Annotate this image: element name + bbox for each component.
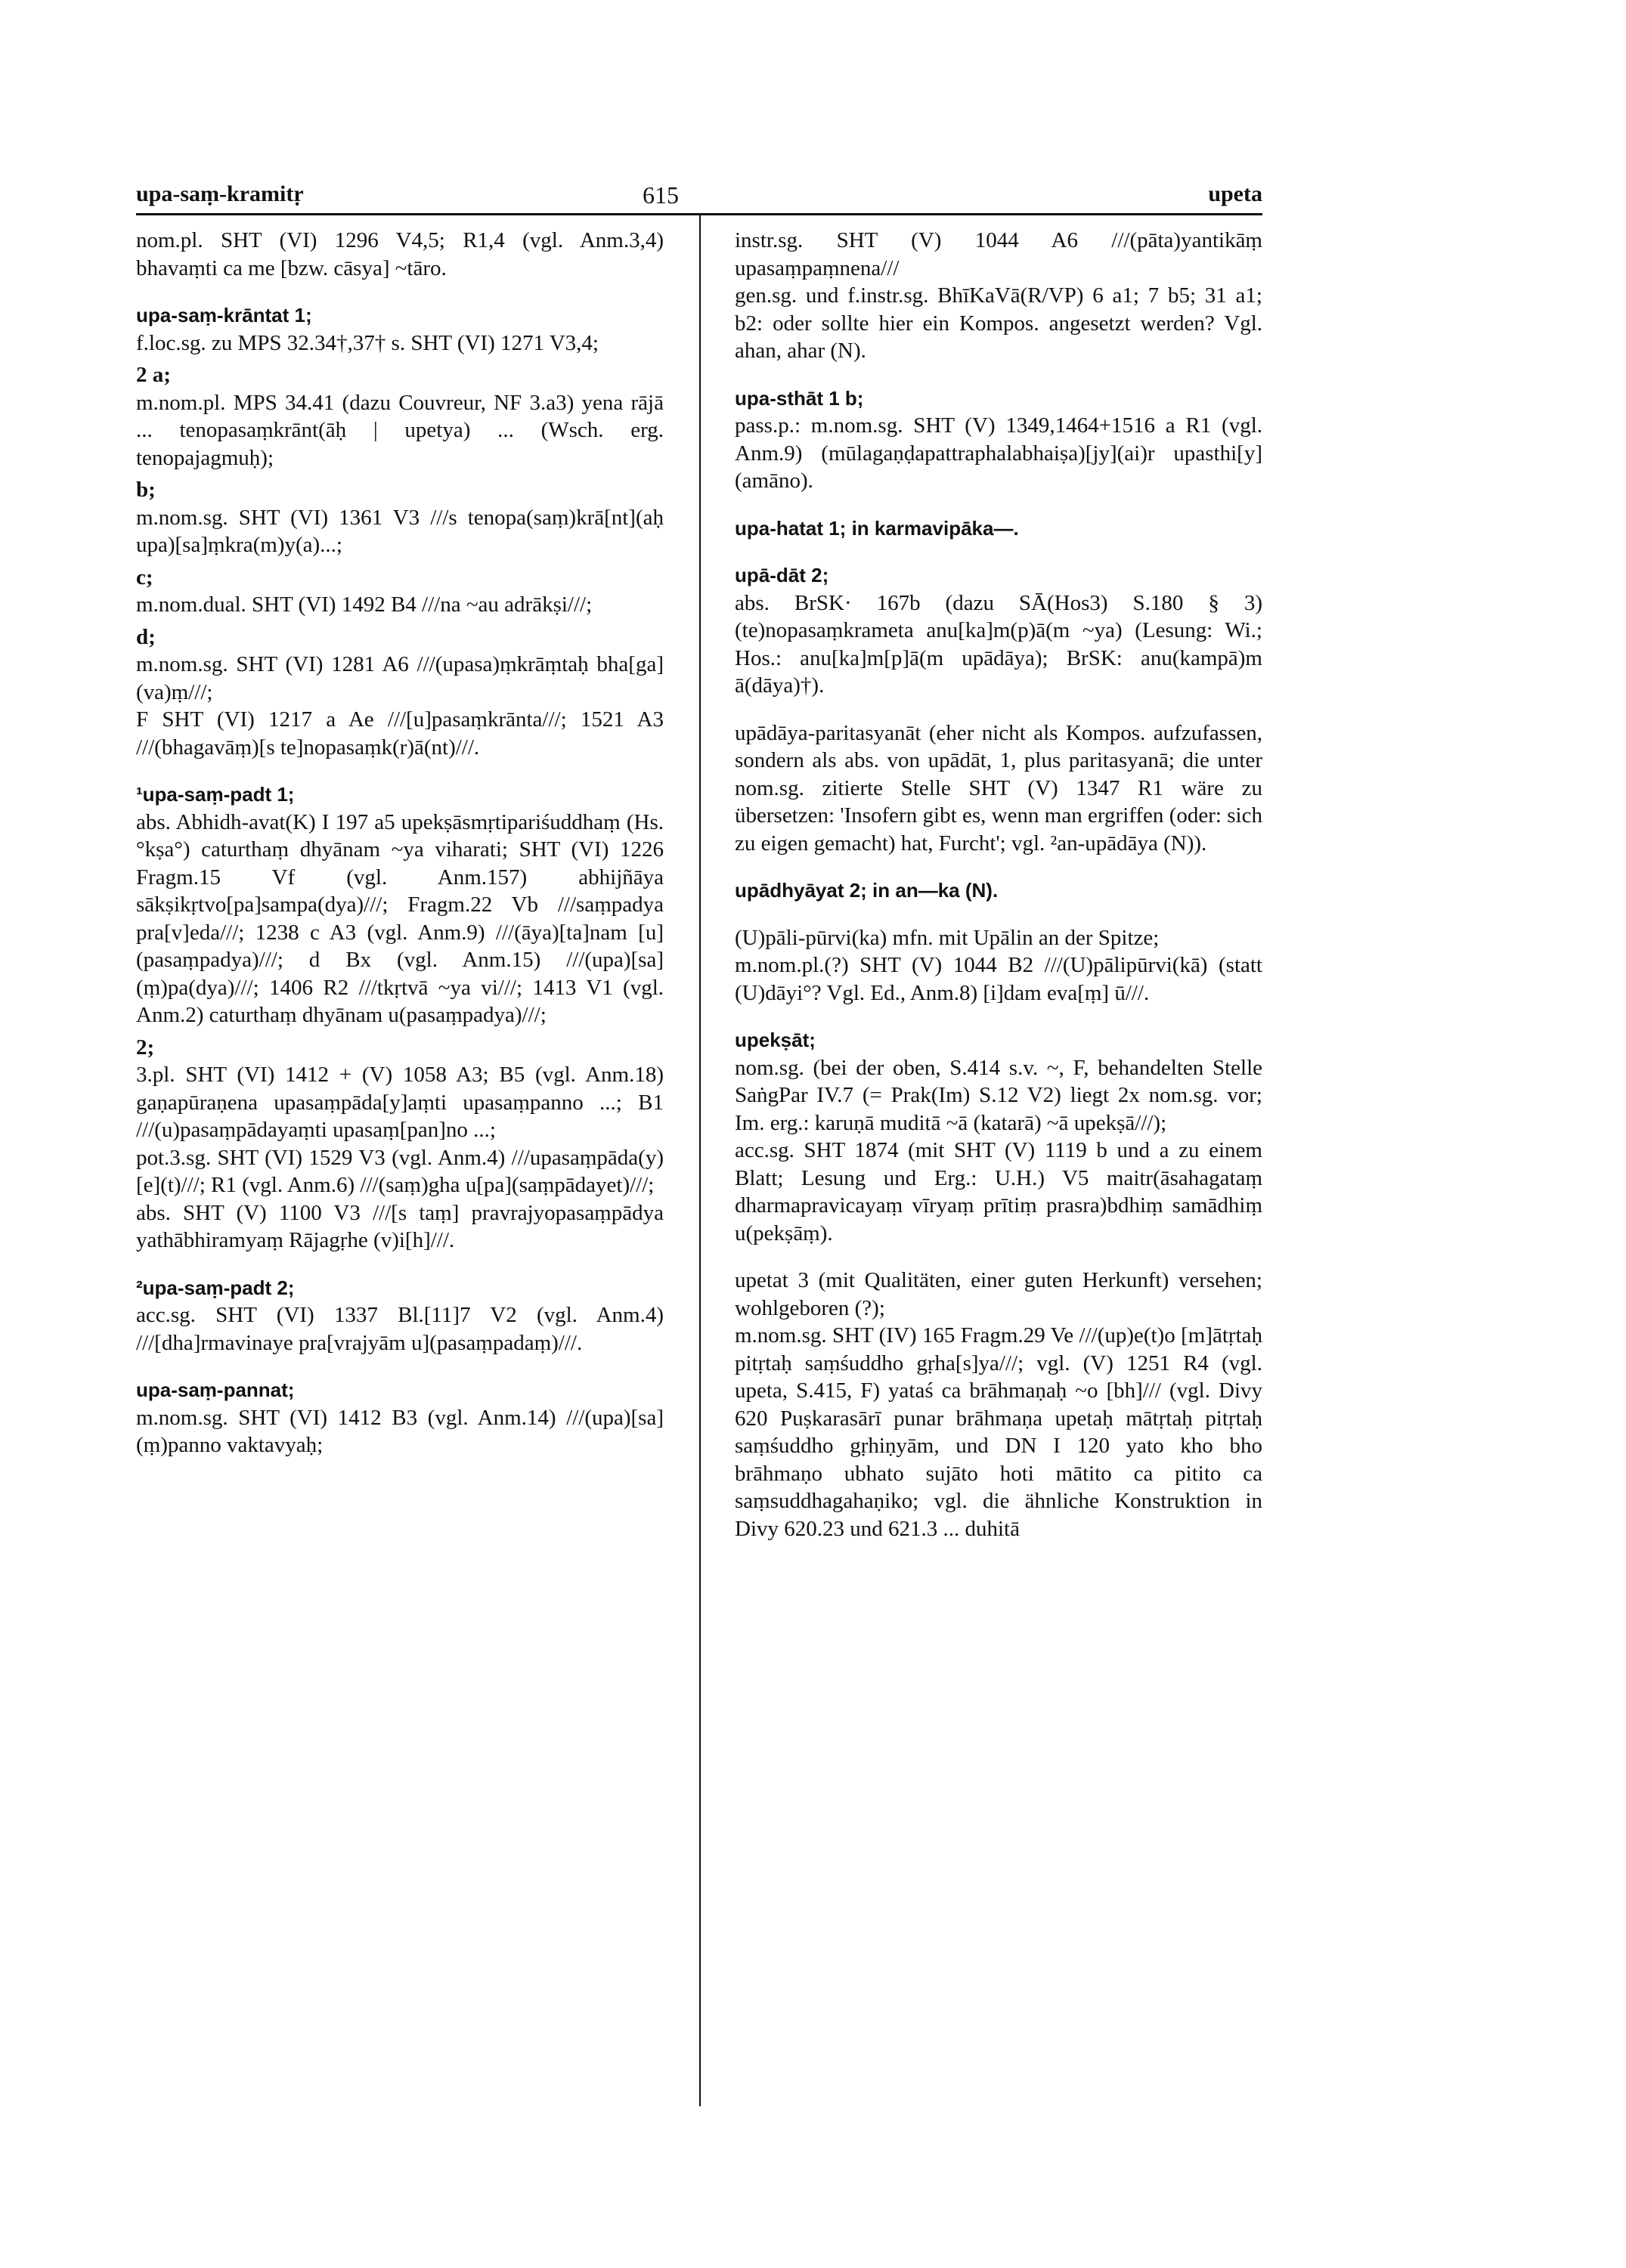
- entry-text: m.nom.pl.(?) SHT (V) 1044 B2 ///(U)pālipūrvi(kā) (statt (U)dāyi°? Vgl. Ed., Anm.8) [i]dam eva[ṃ] ū///.: [735, 953, 1262, 1005]
- entry-headword: upā-dāt 2;: [735, 564, 829, 586]
- entry-text: abs. BrSK· 167b (dazu SĀ(Hos3) S.180 § 3) (te)nopasaṃkrameta anu[ka]m(p)ā(m ~ya) (Lesung: Wi.; Hos.: anu[ka]m[p]ā(m upādāya); BrSK: anu(kampā)m ā(dāya)†).: [735, 590, 1262, 698]
- entry-text: f.loc.sg. zu MPS 32.34†,37† s. SHT (VI) 1271 V3,4;: [136, 330, 599, 355]
- sense-marker: b;: [136, 478, 156, 502]
- entry-text: upādāya-paritasyanāt (eher nicht als Kompos. aufzufassen, sondern als abs. von upādāt, 1, plus paritasyanā; die unter nom.sg. zitierte Stelle SHT (V) 1347 R1 wäre zu übersetzen: 'Insofern gibt es, wenn man ergriffen (oder: sich zu eigen gemacht) hat, Furcht'; vgl. ²an-upādāya (N)).: [735, 720, 1262, 856]
- entry-headword: ¹upa-saṃ-padt 1;: [136, 783, 295, 806]
- entry-text: upetat 3 (mit Qualitäten, einer guten Herkunft) versehen; wohlgeboren (?);: [735, 1268, 1262, 1320]
- entry-text: m.nom.sg. SHT (VI) 1281 A6 ///(upasa)ṃkrāṃtaḥ bha[ga](va)ṃ///;: [136, 652, 664, 704]
- entry-headword: upa-hatat 1; in karmavipāka—.: [735, 516, 1019, 540]
- entry-text: pass.p.: m.nom.sg. SHT (V) 1349,1464+1516 a R1 (vgl. Anm.9) (mūlagaṇḍapattraphalabhaiṣa)[jy](ai)r upasthi[y](amāno).: [735, 413, 1262, 493]
- entry-text: m.nom.sg. SHT (VI) 1361 V3 ///s tenopa(saṃ)krā[nt](aḥ upa)[sa]ṃkra(m)y(a)...;: [136, 505, 664, 557]
- left-column: [136, 227, 664, 1459]
- column-divider: [699, 213, 701, 2106]
- sense-marker: c;: [136, 565, 153, 589]
- entry-text: abs. Abhidh-avat(K) I 197 a5 upekṣāsmṛtipariśuddhaṃ (Hs. °kṣa°) caturthaṃ dhyānam ~ya viharati; SHT (VI) 1226 Fragm.15 Vf (vgl. Anm.157) abhijñāya sākṣikṛtvo[pa]sampa(dya)///; Fragm.22 Vb ///saṃpadya pra[v]eda///; 1238 c A3 (vgl. Anm.9) ///(āya)[ta]nam [u](pasaṃpadya)///; d Bx (vgl. Anm.15) ///(upa)[sa](ṃ)pa(dya)///; 1406 R2 ///tkṛtvā ~ya vi///; 1413 V1 (vgl. Anm.2) caturthaṃ dhyānam u(pasaṃpadya)///;: [136, 809, 664, 1027]
- entry-text: F SHT (VI) 1217 a Ae ///[u]pasaṃkrānta///; 1521 A3 ///(bhagavāṃ)[s te]nopasaṃk(r)ā(nt)///.: [136, 707, 664, 760]
- entry-headword: ²upa-saṃ-padt 2;: [136, 1276, 295, 1299]
- entry-text: instr.sg. SHT (V) 1044 A6 ///(pāta)yantikāṃ upasaṃpaṃnena///: [735, 228, 1262, 280]
- entry-text: 3.pl. SHT (VI) 1412 + (V) 1058 A3; B5 (vgl. Anm.18) gaṇapūraṇena upasaṃpāda[y]aṃti upasaṃpanno ...; B1 ///(u)pasaṃpādayaṃti upasaṃ[pan]no ...;: [136, 1063, 664, 1142]
- sense-marker: 2 a;: [136, 363, 171, 387]
- entry-headword: upa-saṃ-pannat;: [136, 1378, 295, 1401]
- running-head-left: upa-saṃ-kramitṛ: [136, 181, 304, 206]
- entry-headword: upa-saṃ-krāntat 1;: [136, 304, 312, 326]
- entry-text: gen.sg. und f.instr.sg. BhīKaVā(R/VP) 6 a1; 7 b5; 31 a1; b2: oder sollte hier ein Kompos. angesetzt werden? Vgl. ahan, ahar (N).: [735, 283, 1262, 363]
- entry-text: abs. SHT (V) 1100 V3 ///[s taṃ] pravrajyopasaṃpādya yathābhiramyaṃ Rājagṛhe (v)i[h]///.: [136, 1200, 664, 1252]
- entry-text: nom.pl. SHT (VI) 1296 V4,5; R1,4 (vgl. Anm.3,4) bhavaṃti ca me [bzw. cāsya] ~tāro.: [136, 228, 664, 280]
- entry-text: m.nom.pl. MPS 34.41 (dazu Couvreur, NF 3.a3) yena rājā ... tenopasaṃkrānt(āḥ | upetya) ... (Wsch. erg. tenopajagmuḥ);: [136, 390, 664, 470]
- entry-headword: upa-sthāt 1 b;: [735, 386, 864, 410]
- running-head-right: upeta: [1208, 181, 1262, 206]
- entry-headword: upādhyāyat 2; in an—ka (N).: [735, 879, 999, 902]
- entry-text: nom.sg. (bei der oben, S.414 s.v. ~, F, behandelten Stelle SaṅgPar IV.7 (= Prak(Im) S.12 V2) liegt 2x nom.sg. vor; Im. erg.: karuṇā muditā ~ā (katarā) ~ā upekṣā///);: [735, 1055, 1262, 1135]
- entry-text: pot.3.sg. SHT (VI) 1529 V3 (vgl. Anm.4) ///upasaṃpāda(y)[e](t)///; R1 (vgl. Anm.6) ///(saṃ)gha u[pa](saṃpādayet)///;: [136, 1145, 664, 1197]
- entry-text: acc.sg. SHT (VI) 1337 Bl.[11]7 V2 (vgl. Anm.4) ///[dha]rmavinaye pra[vrajyām u](pasaṃpadaṃ)///.: [136, 1303, 664, 1355]
- page-number: 615: [643, 181, 679, 209]
- entry-text: (U)pāli-pūrvi(ka) mfn. mit Upālin an der Spitze;: [735, 925, 1160, 950]
- right-column: [735, 227, 1262, 1542]
- entry-text: m.nom.sg. SHT (VI) 1412 B3 (vgl. Anm.14) ///(upa)[sa](ṃ)panno vaktavyaḥ;: [136, 1405, 664, 1457]
- page-header: [136, 181, 1262, 212]
- entry-headword: upekṣāt;: [735, 1029, 816, 1051]
- entry-text: m.nom.dual. SHT (VI) 1492 B4 ///na ~au adrākṣi///;: [136, 593, 593, 617]
- entry-text: m.nom.sg. SHT (IV) 165 Fragm.29 Ve ///(up)e(t)o [m]ātṛtaḥ pitṛtaḥ saṃśuddho gṛha[s]ya///; vgl. (V) 1251 R4 (vgl. upeta, S.415, F) yataś ca brāhmaṇaḥ ~o [bh]/// (vgl. Divy 620 Puṣkarasārī punar brāhmaṇa upetaḥ mātṛtaḥ pitṛtaḥ saṃśuddho gṛhiṇyām, und DN I 120 yato kho bho brāhmaṇo ubhato sujāto hoti mātito ca pitito ca saṃsuddhagahaṇiko; vgl. die ähnliche Konstruktion in Divy 620.23 und 621.3 ... duhitā: [735, 1323, 1262, 1541]
- sense-marker: d;: [136, 624, 156, 649]
- sense-marker: 2;: [136, 1035, 155, 1060]
- entry-text: acc.sg. SHT 1874 (mit SHT (V) 1119 b und a zu einem Blatt; Lesung und Erg.: U.H.) V5 maitr(āsahagataṃ dharmapravicayaṃ vīryaṃ prītiṃ prasra)bdhiṃ samādhiṃ u(pekṣāṃ).: [735, 1138, 1262, 1245]
